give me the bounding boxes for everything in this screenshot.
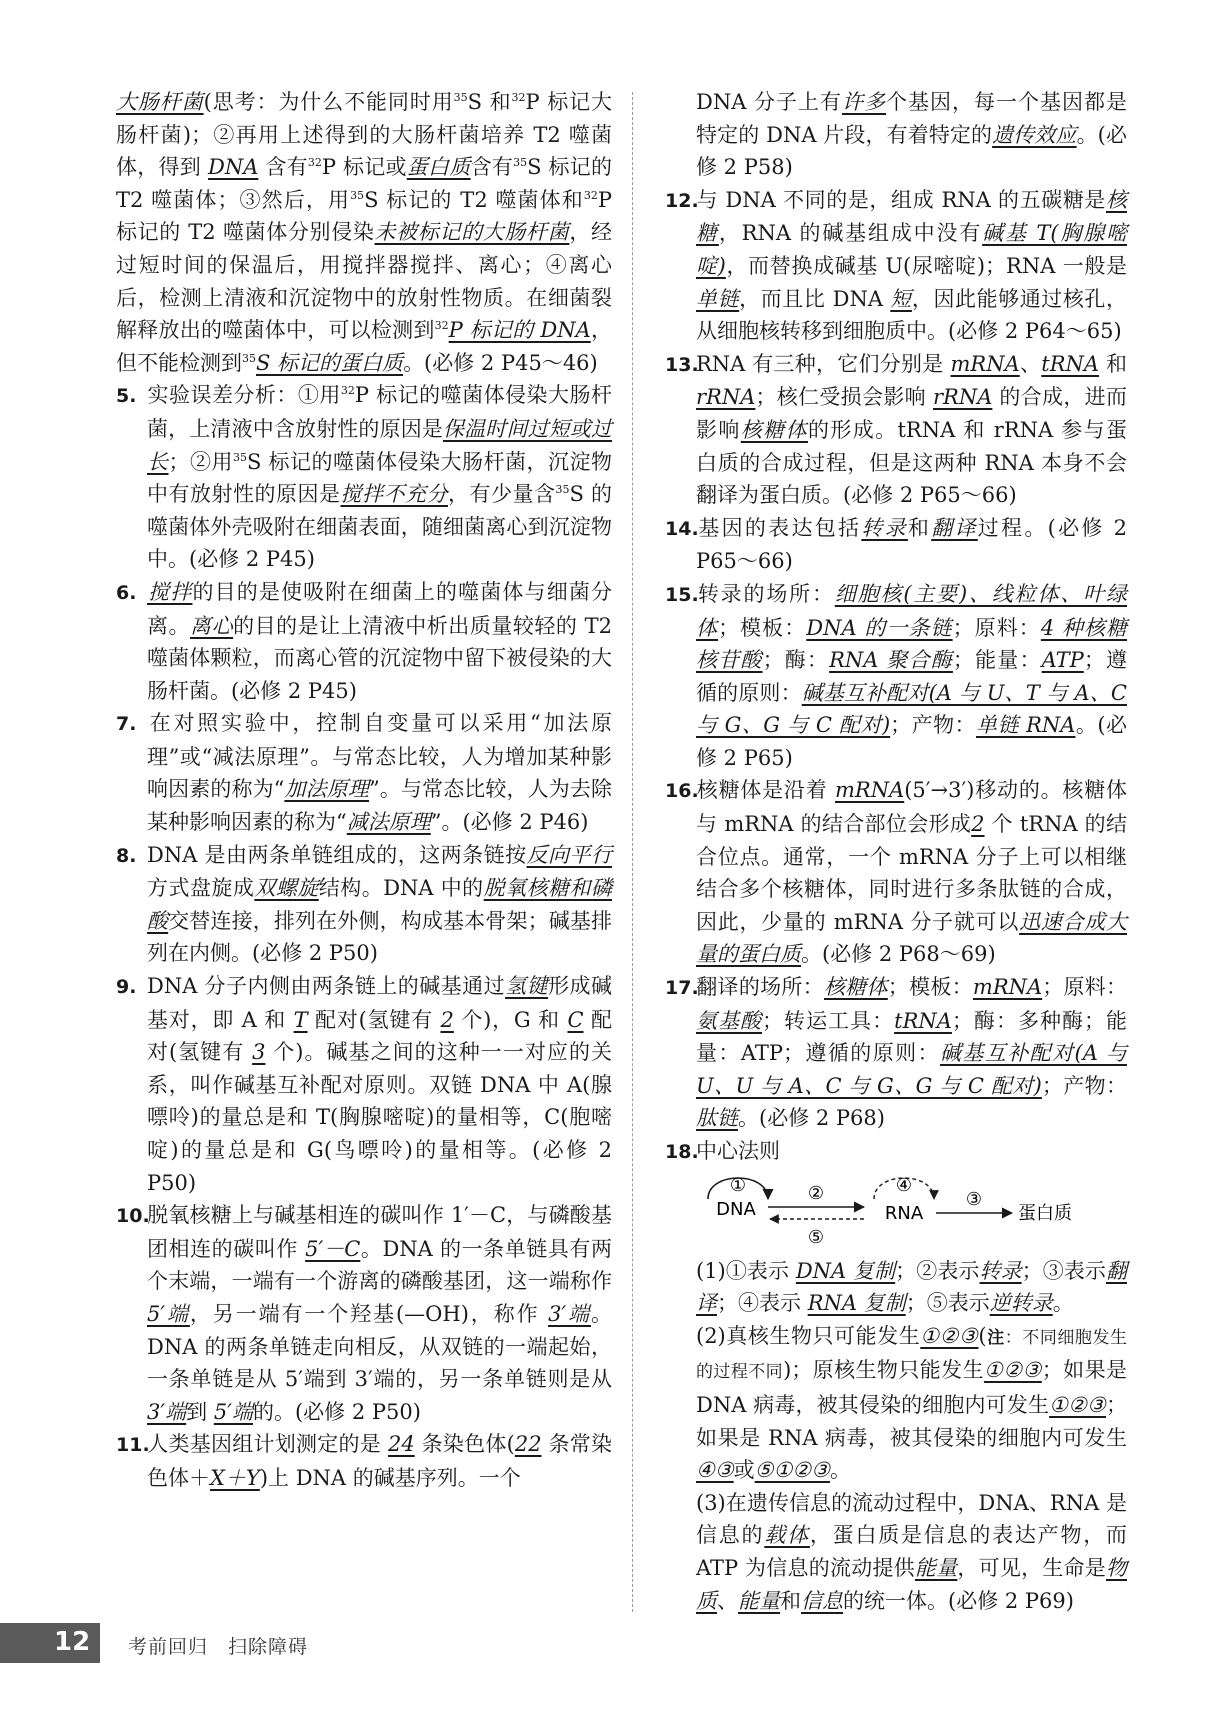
item-5: 5. 实验误差分析：①用$^{32}$P 标记的噬菌体侵染大肠杆菌，上清液中含放射性的原因是保温时间过短或过长；②用$^{35}$S 标记的噬菌体侵染大肠杆菌，沉淀物中有放射性的原因是搅拌不充分，有少量含$^{35}$S 的噬菌体外壳吸附在细菌表面，随细菌离心到沉淀物中。(必修 2 P45) xyxy=(116,383,613,572)
protein-label: 蛋白质 xyxy=(1018,1202,1072,1224)
paragraph-continued: 大肠杆菌(思考：为什么不能同时用$^{35}$S 和$^{32}$P 标记大肠杆菌)；②再用上述得到的大肠杆菌培养 T2 噬菌体，得到 DNA 含有$^{32}$P 标记或蛋白质含有$^{35}$S 标记的 T2 噬菌体；③然后，用$^{35}$S 标记的 T2 噬菌体和$^{32}$P 标记的 T2 噬菌体分别侵染未被标记的大肠杆菌，经过短时间的保温后，用搅拌器搅拌、离心；④离心后，检测上清液和沉淀物中的放射性物质。在细菌裂解释放出的噬菌体中，可以检测到$^{32}$P 标记的 DNA，但不能检测到$^{35}$S 标记的蛋白质。(必修 2 P45～46) xyxy=(116,90,613,375)
item-8: 8. DNA 是由两条单链组成的，这两条链按反向平行方式盘旋成双螺旋结构。DNA 中的脱氧核糖和磷酸交替连接，排列在外侧，构成基本骨架；碱基排列在内侧。(必修 2 P50) xyxy=(116,842,613,966)
item-14: 14.基因的表达包括转录和翻译过程。(必修 2 P65～66) xyxy=(665,515,1128,574)
item-18-sub-1: (1)①表示 DNA 复制；②表示转录；③表示翻译；④表示 RNA 复制；⑤表示逆转录。 xyxy=(696,1258,1128,1316)
footer-title: 考前回归 扫除障碍 xyxy=(128,1636,309,1658)
label-3: ③ xyxy=(965,1188,983,1210)
column-divider xyxy=(632,92,633,1612)
label-1: ① xyxy=(729,1174,747,1196)
item-16: 16.核糖体是沿着 mRNA(5′→3′)移动的。核糖体与 mRNA 的结合部位会形成2 个 tRNA 的结合位点。通常，一个 mRNA 分子上可以相继结合多个核糖体，同时进行多条肽链的合成，因此，少量的 mRNA 分子就可以迅速合成大量的蛋白质。(必修 2 P68～69) xyxy=(665,778,1127,967)
central-dogma-svg xyxy=(696,1169,1116,1255)
label-5: ⑤ xyxy=(807,1226,825,1248)
page-number: 12 xyxy=(54,1627,91,1657)
rna-label: RNA xyxy=(884,1202,924,1224)
item-9: 9. DNA 分子内侧由两条链上的碱基通过氢键形成碱基对，即 A 和 T 配对(氢键有 2 个)，G 和 C 配对(氢键有 3 个)。碱基之间的这种一一对应的关系，叫作碱基互补配对原则。双链 DNA 中 A(腺嘌呤)的量总是和 T(胸腺嘧啶)的量相等，C(胞嘧啶)的量总是和 G(鸟嘌呤)的量相等。(必修 2 P50) xyxy=(116,974,613,1195)
item-17: 17.翻译的场所：核糖体；模板：mRNA；原料：氨基酸；转运工具：tRNA；酶：多种酶；能量：ATP；遵循的原则：碱基互补配对(A 与 U、U 与 A、C 与 G、G 与 C 配对)；产物：肽链。(必修 2 P68) xyxy=(665,975,1128,1131)
item-10: 10.脱氧核糖上与碱基相连的碳叫作 1′－C，与磷酸基团相连的碳叫作 5′－C。DNA 的一条单链具有两个末端，一端有一个游离的磷酸基团，这一端称作 5′端，另一端有一个羟基(—OH)，称作 3′端。DNA 的两条单链走向相反，从双链的一端起始，一条单链是从 5′端到 3′端的，另一条单链则是从 3′端到 5′端的。(必修 2 P50) xyxy=(116,1203,612,1424)
label-2: ② xyxy=(807,1182,825,1204)
page-footer xyxy=(0,1623,1224,1663)
right-column xyxy=(665,86,1127,1617)
item-15: 15.转录的场所：细胞核(主要)、线粒体、叶绿体；模板：DNA 的一条链；原料：4 种核糖核苷酸；酶：RNA 聚合酶；能量：ATP；遵循的原则：碱基互补配对(A 与 U、T 与 A、C 与 G、G 与 C 配对)；产物：单链 RNA。(必修 2 P65) xyxy=(665,581,1128,770)
item-12: 12.与 DNA 不同的是，组成 RNA 的五碳糖是核糖，RNA 的碱基组成中没有碱基 T(胸腺嘧啶)，而替换成碱基 U(尿嘧啶)；RNA 一般是单链，而且比 DNA 短，因此能够通过核孔，从细胞核转移到细胞质中。(必修 2 P64～65) xyxy=(665,187,1128,344)
item-11-continued: DNA 分子上有许多个基因，每一个基因都是特定的 DNA 片段，有着特定的遗传效应。(必修 2 P58) xyxy=(696,90,1128,180)
dna-label: DNA xyxy=(716,1198,756,1220)
item-18: 18.中心法则 xyxy=(665,1139,780,1163)
item-18-sub-2: (2)真核生物只可能发生①②③(注：不同细胞发生的过程不同)；原核生物只能发生①②③；如果是 DNA 病毒，被其侵染的细胞内可发生①②③；如果是 RNA 病毒，被其侵染的细胞内可发生④③或⑤①②③。 xyxy=(696,1323,1128,1483)
item-6: 6. 搅拌的目的是使吸附在细菌上的噬菌体与细菌分离。离心的目的是让上清液中析出质量较轻的 T2 噬菌体颗粒，而离心管的沉淀物中留下被侵染的大肠杆菌。(必修 2 P45) xyxy=(116,579,613,703)
item-18-sub-3: (3)在遗传信息的流动过程中，DNA、RNA 是信息的载体，蛋白质是信息的表达产物，而 ATP 为信息的流动提供能量，可见，生命是物质、能量和信息的统一体。(必修 2 P69) xyxy=(696,1490,1128,1613)
label-4: ④ xyxy=(895,1174,913,1196)
item-7: 7. 在对照实验中，控制自变量可以采用“加法原理”或“减法原理”。与常态比较，人为增加某种影响因素的称为“加法原理”。与常态比较，人为去除某种影响因素的称为“减法原理”。(必修 2 P46) xyxy=(116,711,612,835)
central-dogma-diagram xyxy=(696,1169,1127,1255)
item-13: 13.RNA 有三种，它们分别是 mRNA、tRNA 和 rRNA；核仁受损会影响 rRNA 的合成，进而影响核糖体的形成。tRNA 和 rRNA 参与蛋白质的合成过程，但是这两种 RNA 本身不会翻译为蛋白质。(必修 2 P65～66) xyxy=(665,351,1128,508)
left-column xyxy=(116,86,612,1495)
item-11: 11.人类基因组计划测定的是 24 条染色体(22 条常染色体＋X＋Y)上 DNA 的碱基序列。一个 xyxy=(116,1432,612,1490)
